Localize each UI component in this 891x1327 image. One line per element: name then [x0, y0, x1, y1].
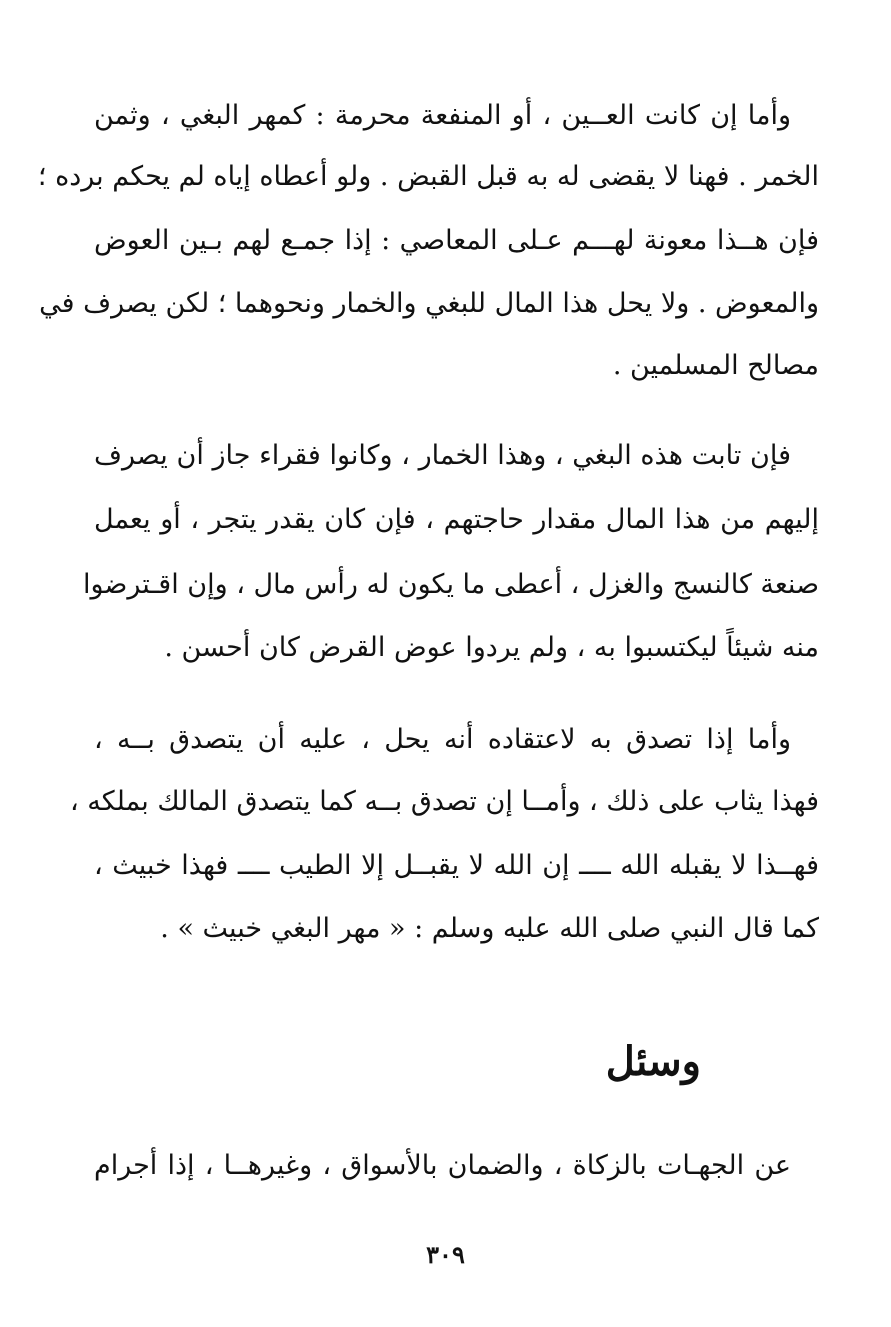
paragraph-3-line-3: فهــذا لا يقبله الله ــــ إن الله لا يقبــل إلا الطيب ــــ فهذا خبيث ،	[94, 850, 819, 881]
page-number: ٣٠٩	[426, 1240, 465, 1269]
paragraph-1-line-2: الخمر . فهنا لا يقضى له به قبل القبض . ولو أعطاه إياه لم يحكم برده ؛	[37, 161, 819, 192]
paragraph-1-line-4: والمعوض . ولا يحل هذا المال للبغي والخمار ونحوهما ؛ لكن يصرف في	[39, 288, 819, 319]
paragraph-3-line-1: وأما إذا تصدق به لاعتقاده أنه يحل ، عليه أن يتصدق بــه ،	[94, 724, 791, 755]
closing-line: عن الجهـات بالزكاة ، والضمان بالأسواق ، وغيرهــا ، إذا أجرام	[94, 1150, 791, 1181]
paragraph-2-line-4: منه شيئاً ليكتسبوا به ، ولم يردوا عوض القرض كان أحسن .	[164, 632, 819, 663]
paragraph-2-line-2: إليهم من هذا المال مقدار حاجتهم ، فإن كان يقدر يتجر ، أو يعمل	[94, 504, 819, 535]
paragraph-2-line-1: فإن تابت هذه البغي ، وهذا الخمار ، وكانوا فقراء جاز أن يصرف	[94, 440, 791, 471]
paragraph-3-line-4: كما قال النبي صلى الله عليه وسلم : « مهر البغي خبيث » .	[160, 913, 819, 944]
section-heading: وسئل	[605, 1038, 701, 1085]
paragraph-1-line-3: فإن هــذا معونة لهـــم عـلى المعاصي : إذا جمـع لهم بـين العوض	[94, 225, 819, 256]
paragraph-2-line-3: صنعة كالنسج والغزل ، أعطى ما يكون له رأس مال ، وإن اقـترضوا	[82, 569, 819, 600]
paragraph-3-line-2: فهذا يثاب على ذلك ، وأمــا إن تصدق بــه كما يتصدق المالك بملكه ،	[69, 786, 819, 817]
paragraph-1-line-1: وأما إن كانت العــين ، أو المنفعة محرمة : كمهر البغي ، وثمن	[94, 100, 791, 131]
paragraph-1-line-5: مصالح المسلمين .	[612, 350, 819, 381]
